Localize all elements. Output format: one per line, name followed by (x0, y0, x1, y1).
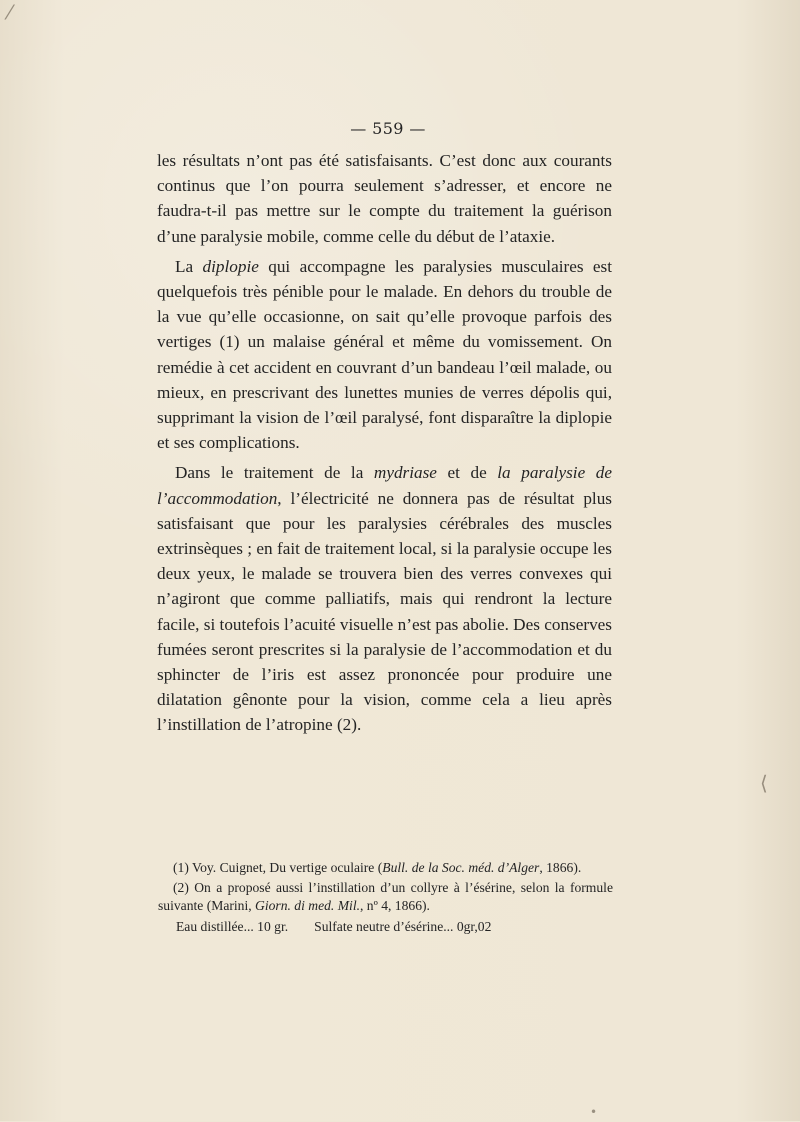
paragraph-2-prefix: La (175, 256, 203, 276)
formula-right: Sulfate neutre d’ésérine... 0gr,02 (314, 918, 492, 934)
diplopie-term: diplopie (202, 256, 259, 276)
paragraph-3 (157, 460, 612, 737)
mydriase-term: mydriase (373, 463, 437, 483)
paragraph-3-text: , l’électricité ne donnera pas de résultat plus satisfaisant que pour les paralysies cérébrales des muscles extrinsèques ; en fait de traitement local, si la paralysie occupe les deux yeux, le malade se trouvera bien des verres convexes qui n’agiront que comme palliatifs, mais qui rendront la lecture facile, si toutefois l’acuité visuelle n’est pas abolie. Des conserves fumées seront prescrites si la paralysie de l’accommodation et du sphincter de l’iris est assez prononcée pour produire une dilatation gênonte pour la vision, comme cela a lieu après l’instillation de l’atropine (2). (157, 488, 612, 735)
footnote-2-suffix: , nº 4, 1866). (360, 898, 430, 914)
corner-mark-icon: ⁄ (8, 0, 12, 24)
page-number: — 559 — (350, 119, 426, 138)
paragraph-2-text: qui accompagne les paralysies musculaires est quelquefois très pénible pour le malade. En dehors du trouble de la vue qu’elle occasionne, on sait qu’elle provoque parfois des vertiges (1) un malaise général et même du vomissement. On remédie à cet accident en couvrant d’un bandeau l’œil malade, ou mieux, en prescrivant des lunettes munies de verres dépolis qui, supprimant la vision de l’œil paralysé, font disparaître la diplopie et ses complications. (157, 256, 612, 453)
footnote-2 (158, 879, 613, 915)
paragraph-3-middle: et de (436, 463, 498, 483)
footnotes (158, 859, 613, 936)
formula-left: Eau distillée... 10 gr. (176, 918, 289, 934)
paragraph-1-text: les résultats n’ont pas été satisfaisants. C’est donc aux courants continus que l’on pourra seulement s’adresser, et encore ne faudra-t-il pas mettre sur le compte du traitement la guérison d’une paralysie mobile, comme celle du début de l’ataxie. (157, 151, 612, 246)
footnote-1-journal: Bull. de la Soc. méd. d’Alger (382, 860, 540, 875)
paragraph-3-prefix: Dans le traitement de la (175, 463, 374, 483)
paragraph-1 (157, 148, 612, 249)
dot-mark-icon: • (590, 1105, 598, 1119)
footnote-2-prefix: (2) On a proposé aussi l’instillation d’un collyre à l’ésérine, selon la formule suivante (Marini, (158, 880, 613, 914)
footnote-2-journal: Giorn. di med. Mil. (255, 898, 360, 914)
main-text-block (157, 148, 612, 743)
paragraph-2 (157, 254, 612, 456)
footnote-1-prefix: (1) Voy. Cuignet, Du vertige oculaire ( (173, 860, 383, 875)
footnote-1-suffix: , 1866). (539, 860, 582, 875)
formula-line (158, 918, 613, 936)
accommodation-term: la paralysie de l’accommodation (157, 463, 612, 508)
margin-stroke-icon: ⟨ (760, 771, 768, 795)
footnote-1 (158, 859, 613, 877)
